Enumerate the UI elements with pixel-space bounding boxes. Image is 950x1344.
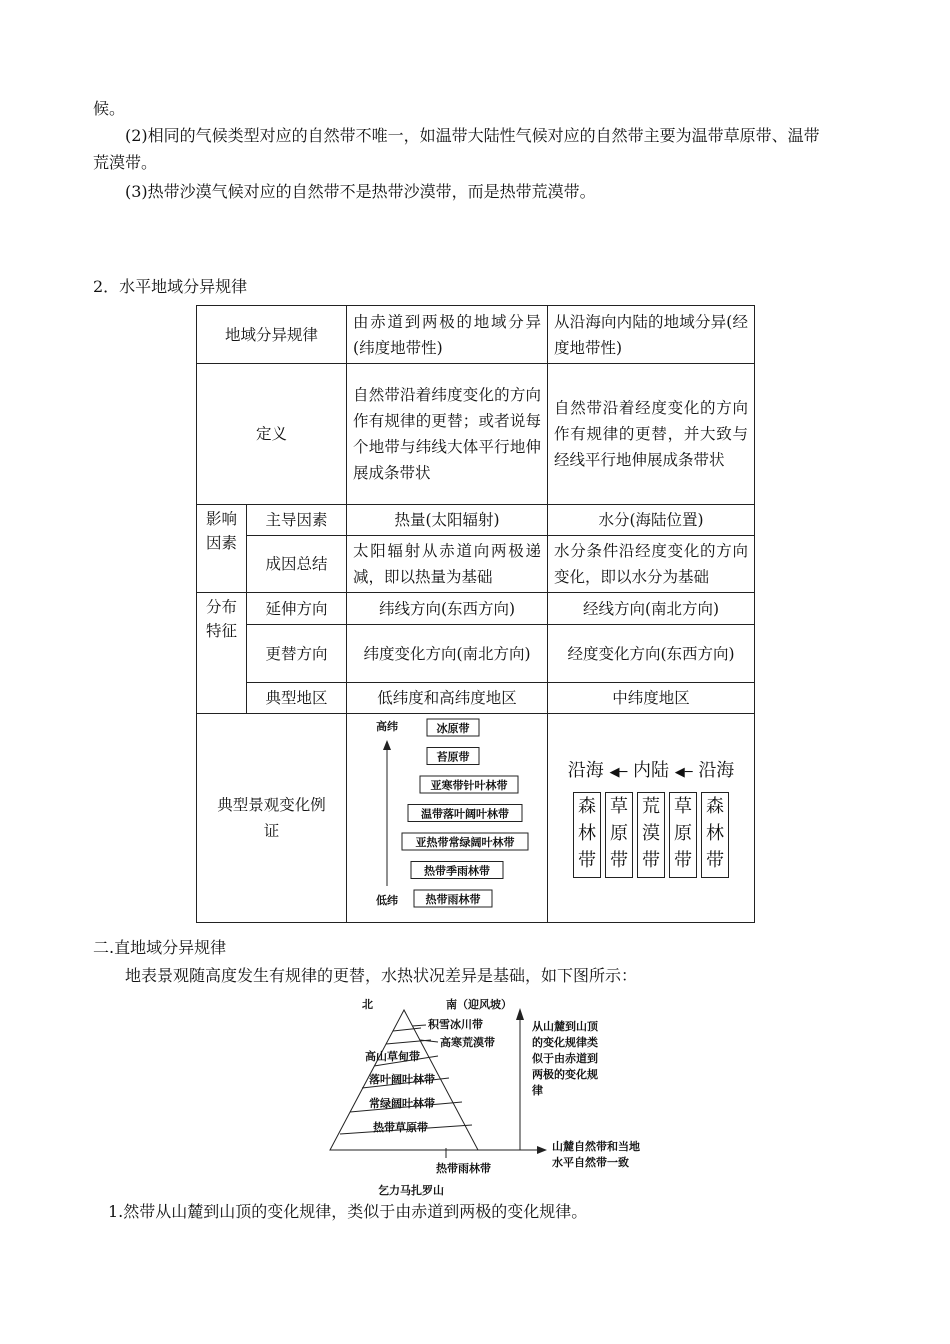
altitude-note-line: 两极的变化规: [532, 1068, 598, 1081]
longitudinal-zones: [554, 792, 748, 878]
extend-label: 延伸方向: [247, 593, 347, 625]
high-latitude-label: 高纬: [376, 720, 399, 733]
latitudinal-zone-label: 亚热带常绿阔叶林带: [415, 836, 515, 849]
intro-line-1: (2)相同的气候类型对应的自然带不唯一，如温带大陆性气候对应的自然带主要为温带草原带、温带: [125, 126, 820, 145]
altitude-note-line: 从山麓到山顶: [532, 1020, 598, 1033]
latitudinal-zones: [402, 719, 528, 907]
longitudinal-zone-cell: [701, 792, 729, 878]
alternation-latitudinal: 纬度变化方向(南北方向): [347, 625, 548, 683]
factors-label: 影响因素: [197, 505, 247, 593]
definition-latitudinal: 自然带沿着纬度变化的方向作有规律的更替；或者说每个地带与纬线大体平行地伸展成条带状: [347, 364, 548, 505]
latitudinal-zone-label: 冰原带: [436, 722, 470, 735]
main-factor-longitudinal: 水分(海陆位置): [548, 505, 755, 536]
latitudinal-zone-label: 热带季雨林带: [424, 864, 491, 878]
right-arrow-icon: [537, 1146, 547, 1154]
typical-area-latitudinal: 低纬度和高纬度地区: [347, 683, 548, 714]
latitudinal-zone-label: 苔原带: [436, 750, 470, 764]
intro-line-1b: 荒漠带。: [93, 153, 158, 172]
zone-char: 漠: [642, 823, 661, 844]
latitudinal-diagram-cell: [347, 714, 548, 923]
alternation-label: 更替方向: [247, 625, 347, 683]
header-label: 地域分异规律: [197, 306, 347, 364]
longitudinal-zone-cell: [637, 792, 665, 878]
zone-char: 原: [674, 823, 693, 844]
south-label: 南（迎风坡）: [446, 998, 512, 1011]
coast-inland-heading: [554, 758, 748, 786]
zone-char: 带: [610, 850, 629, 871]
up-arrow-icon: [516, 1008, 524, 1020]
piedmont-note-line: 山麓自然带和当地: [552, 1140, 640, 1153]
header-longitudinal: 从沿海向内陆的地域分异(经度地带性): [548, 306, 755, 364]
section-title-horizontal: 2．水平地域分异规律: [93, 277, 248, 296]
main-factor-label: 主导因素: [247, 505, 347, 536]
horizontal-differentiation-table: [196, 305, 755, 923]
piedmont-note-line: 水平自然带一致: [552, 1156, 629, 1169]
zone-char: 荒: [642, 796, 661, 817]
zone-char: 森: [578, 796, 597, 817]
longitudinal-diagram-cell: [548, 714, 755, 923]
mountain-name: 乞力马扎罗山: [378, 1184, 444, 1197]
latitudinal-zone-diagram: [347, 714, 547, 922]
latitudinal-zone-label: 温带落叶阔叶林带: [421, 807, 510, 821]
coast-left-label: 沿海: [567, 760, 604, 781]
cause-latitudinal: 太阳辐射从赤道向两极递减，即以热量为基础: [347, 536, 548, 593]
longitudinal-diagram: [554, 758, 748, 878]
zone-char: 带: [674, 850, 693, 871]
footer-line: 1.然带从山麓到山顶的变化规律，类似于由赤道到两极的变化规律。: [108, 1202, 588, 1221]
mountain-zone-label: 常绿阔叶林带: [369, 1097, 435, 1110]
extend-latitudinal: 纬线方向(东西方向): [347, 593, 548, 625]
left-arrow-icon: ◀─: [674, 765, 693, 780]
inland-label: 内陆: [633, 760, 670, 781]
typical-area-longitudinal: 中纬度地区: [548, 683, 755, 714]
latitudinal-zone-label: 热带雨林带: [425, 893, 481, 906]
zone-char: 带: [642, 850, 661, 871]
mountain-zone-label: 热带草原带: [373, 1121, 428, 1134]
altitude-note-line: 律: [532, 1084, 543, 1097]
extend-longitudinal: 经线方向(南北方向): [548, 593, 755, 625]
north-label: 北: [362, 998, 373, 1011]
zone-char: 带: [578, 850, 597, 871]
altitude-note-line: 的变化规律类: [532, 1036, 598, 1049]
mountain-zone-label: 高寒荒漠带: [440, 1036, 495, 1049]
zone-char: 林: [578, 823, 597, 844]
mountain-zone-label: 积雪冰川带: [428, 1018, 483, 1031]
zone-char: 带: [706, 850, 725, 871]
mountain-zone-diagram: [328, 990, 668, 1200]
zone-char: 草: [610, 796, 629, 817]
zone-char: 原: [610, 823, 629, 844]
mountain-zone-label: 热带雨林带: [436, 1162, 491, 1175]
typical-area-label: 典型地区: [247, 683, 347, 714]
zone-char: 林: [706, 823, 725, 844]
section-vertical-text: 地表景观随高度发生有规律的更替，水热状况差异是基础，如下图所示：: [125, 966, 638, 985]
alternation-longitudinal: 经度变化方向(东西方向): [548, 625, 755, 683]
piedmont-note: [552, 1139, 640, 1169]
longitudinal-zone-cell: [573, 792, 601, 878]
zone-char: 森: [706, 796, 725, 817]
longitudinal-zone-cell: [669, 792, 697, 878]
intro-line-2: (3)热带沙漠气候对应的自然带不是热带沙漠带，而是热带荒漠带。: [125, 182, 596, 201]
mountain-zone-label: 落叶阔叶林带: [369, 1073, 435, 1086]
example-label-text: 典型景观变化例证: [217, 796, 326, 840]
distribution-label: 分布特征: [197, 593, 247, 714]
section-title-vertical: 二.直地域分异规律: [93, 938, 227, 957]
left-arrow-icon: ◀─: [609, 765, 628, 780]
altitude-note: [532, 1019, 599, 1097]
header-latitudinal: 由赤道到两极的地域分异(纬度地带性): [347, 306, 548, 364]
longitudinal-zone-cell: [605, 792, 633, 878]
definition-label: 定义: [197, 364, 347, 505]
pointer-line: [412, 1025, 426, 1026]
zone-char: 草: [674, 796, 693, 817]
latitude-arrow-icon: [383, 740, 391, 750]
altitude-note-line: 似于由赤道到: [532, 1052, 598, 1065]
coast-right-label: 沿海: [698, 760, 735, 781]
definition-longitudinal: 自然带沿着经度变化的方向作有规律的更替，并大致与经线平行地伸展成条带状: [548, 364, 755, 505]
latitudinal-zone-label: 亚寒带针叶林带: [430, 779, 508, 792]
low-latitude-label: 低纬: [376, 894, 399, 907]
mountain-zone-label: 高山草甸带: [365, 1050, 420, 1063]
example-label: [197, 714, 347, 923]
main-factor-latitudinal: 热量(太阳辐射): [347, 505, 548, 536]
cause-longitudinal: 水分条件沿经度变化的方向变化，即以水分为基础: [548, 536, 755, 593]
cause-label: 成因总结: [247, 536, 347, 593]
intro-line-0: 候。: [93, 99, 126, 118]
